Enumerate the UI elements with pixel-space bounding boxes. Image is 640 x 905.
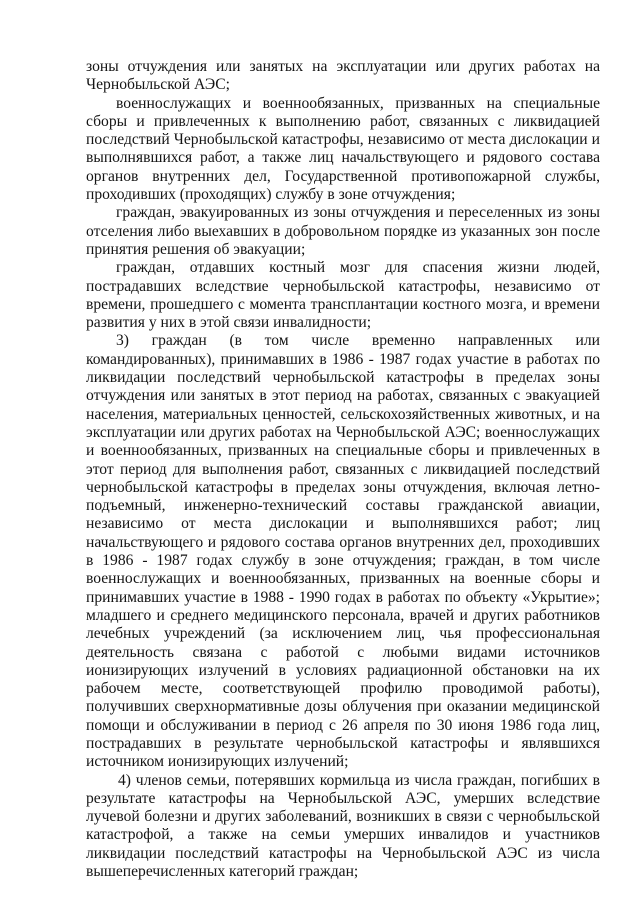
paragraph-evacuated-citizens: граждан, эвакуированных из зоны отчуждения и переселенных из зоны отселения либо выехавших в добровольном порядке из указанных зон после принятия решения об эвакуации; xyxy=(86,204,600,258)
paragraph-bone-marrow-donors: граждан, отдавших костный мозг для спасения жизни людей, пострадавших вследствие чернобыльской катастрофы, независимо от времени, прошедшего с момента трансплантации костного мозга, и времени развития у них в этой связи инвалидности; xyxy=(86,259,600,332)
paragraph-item-4-family-members: 4) членов семьи, потерявших кормильца из числа граждан, погибших в результате катастрофы на Чернобыльской АЭС, умерших вследствие лучевой болезни и других заболеваний, возникших в связи с чернобыльской катастрофой, а также на семьи умерших инвалидов и участников ликвидации последствий катастрофы на Чернобыльской АЭС из числа вышеперечисленных категорий граждан; xyxy=(86,771,600,881)
paragraph-item-3-liquidators: 3) граждан (в том числе временно направленных или командированных), принимавших в 1986 - 1987 годах участие в работах по ликвидации последствий чернобыльской катастрофы в пределах зоны отчуждения или занятых в этот период на работах, связанных с эвакуацией населения, материальных ценностей, сельскохозяйственных животных, и на эксплуатации или других работах на Чернобыльской АЭС; военнослужащих и военнообязанных, призванных на специальные сборы и привлеченных в этот период для выполнения работ, связанных с ликвидацией последствий чернобыльской катастрофы в пределах зоны отчуждения, включая летно-подъемный, инженерно-технический составы гражданской авиации, независимо от места дислокации и выполнявшихся работ; лиц начальствующего и рядового состава органов внутренних дел, проходивших в 1986 - 1987 годах службу в зоне отчуждения; граждан, в том числе военнослужащих и военнообязанных, призванных на военные сборы и принимавших участие в 1988 - 1990 годах в работах по объекту «Укрытие»; младшего и среднего медицинского персонала, врачей и других работников лечебных учреждений (за исключением лиц, чья профессиональная деятельность связана с работой с любыми видами источников ионизирующих излучений в условиях радиационной обстановки на их рабочем месте, соответствующей профилю проводимой работы), получивших сверхнормативные дозы облучения при оказании медицинской помощи и обслуживании в период с 26 апреля по 30 июня 1986 года лиц, пострадавших в результате чернобыльской катастрофы и являвшихся источником ионизирующих излучений; xyxy=(86,332,600,771)
paragraph-military-personnel: военнослужащих и военнообязанных, призванных на специальные сборы и привлеченных к выполнению работ, связанных с ликвидацией последствий Чернобыльской катастрофы, независимо от места дислокации и выполнявшихся работ, а также лиц начальствующего и рядового состава органов внутренних дел, Государственной противопожарной службы, проходивших (проходящих) службу в зоне отчуждения; xyxy=(86,94,600,204)
document-page xyxy=(86,58,600,881)
paragraph-exclusion-zone-continuation: зоны отчуждения или занятых на эксплуатации или других работах на Чернобыльской АЭС; xyxy=(86,58,600,94)
